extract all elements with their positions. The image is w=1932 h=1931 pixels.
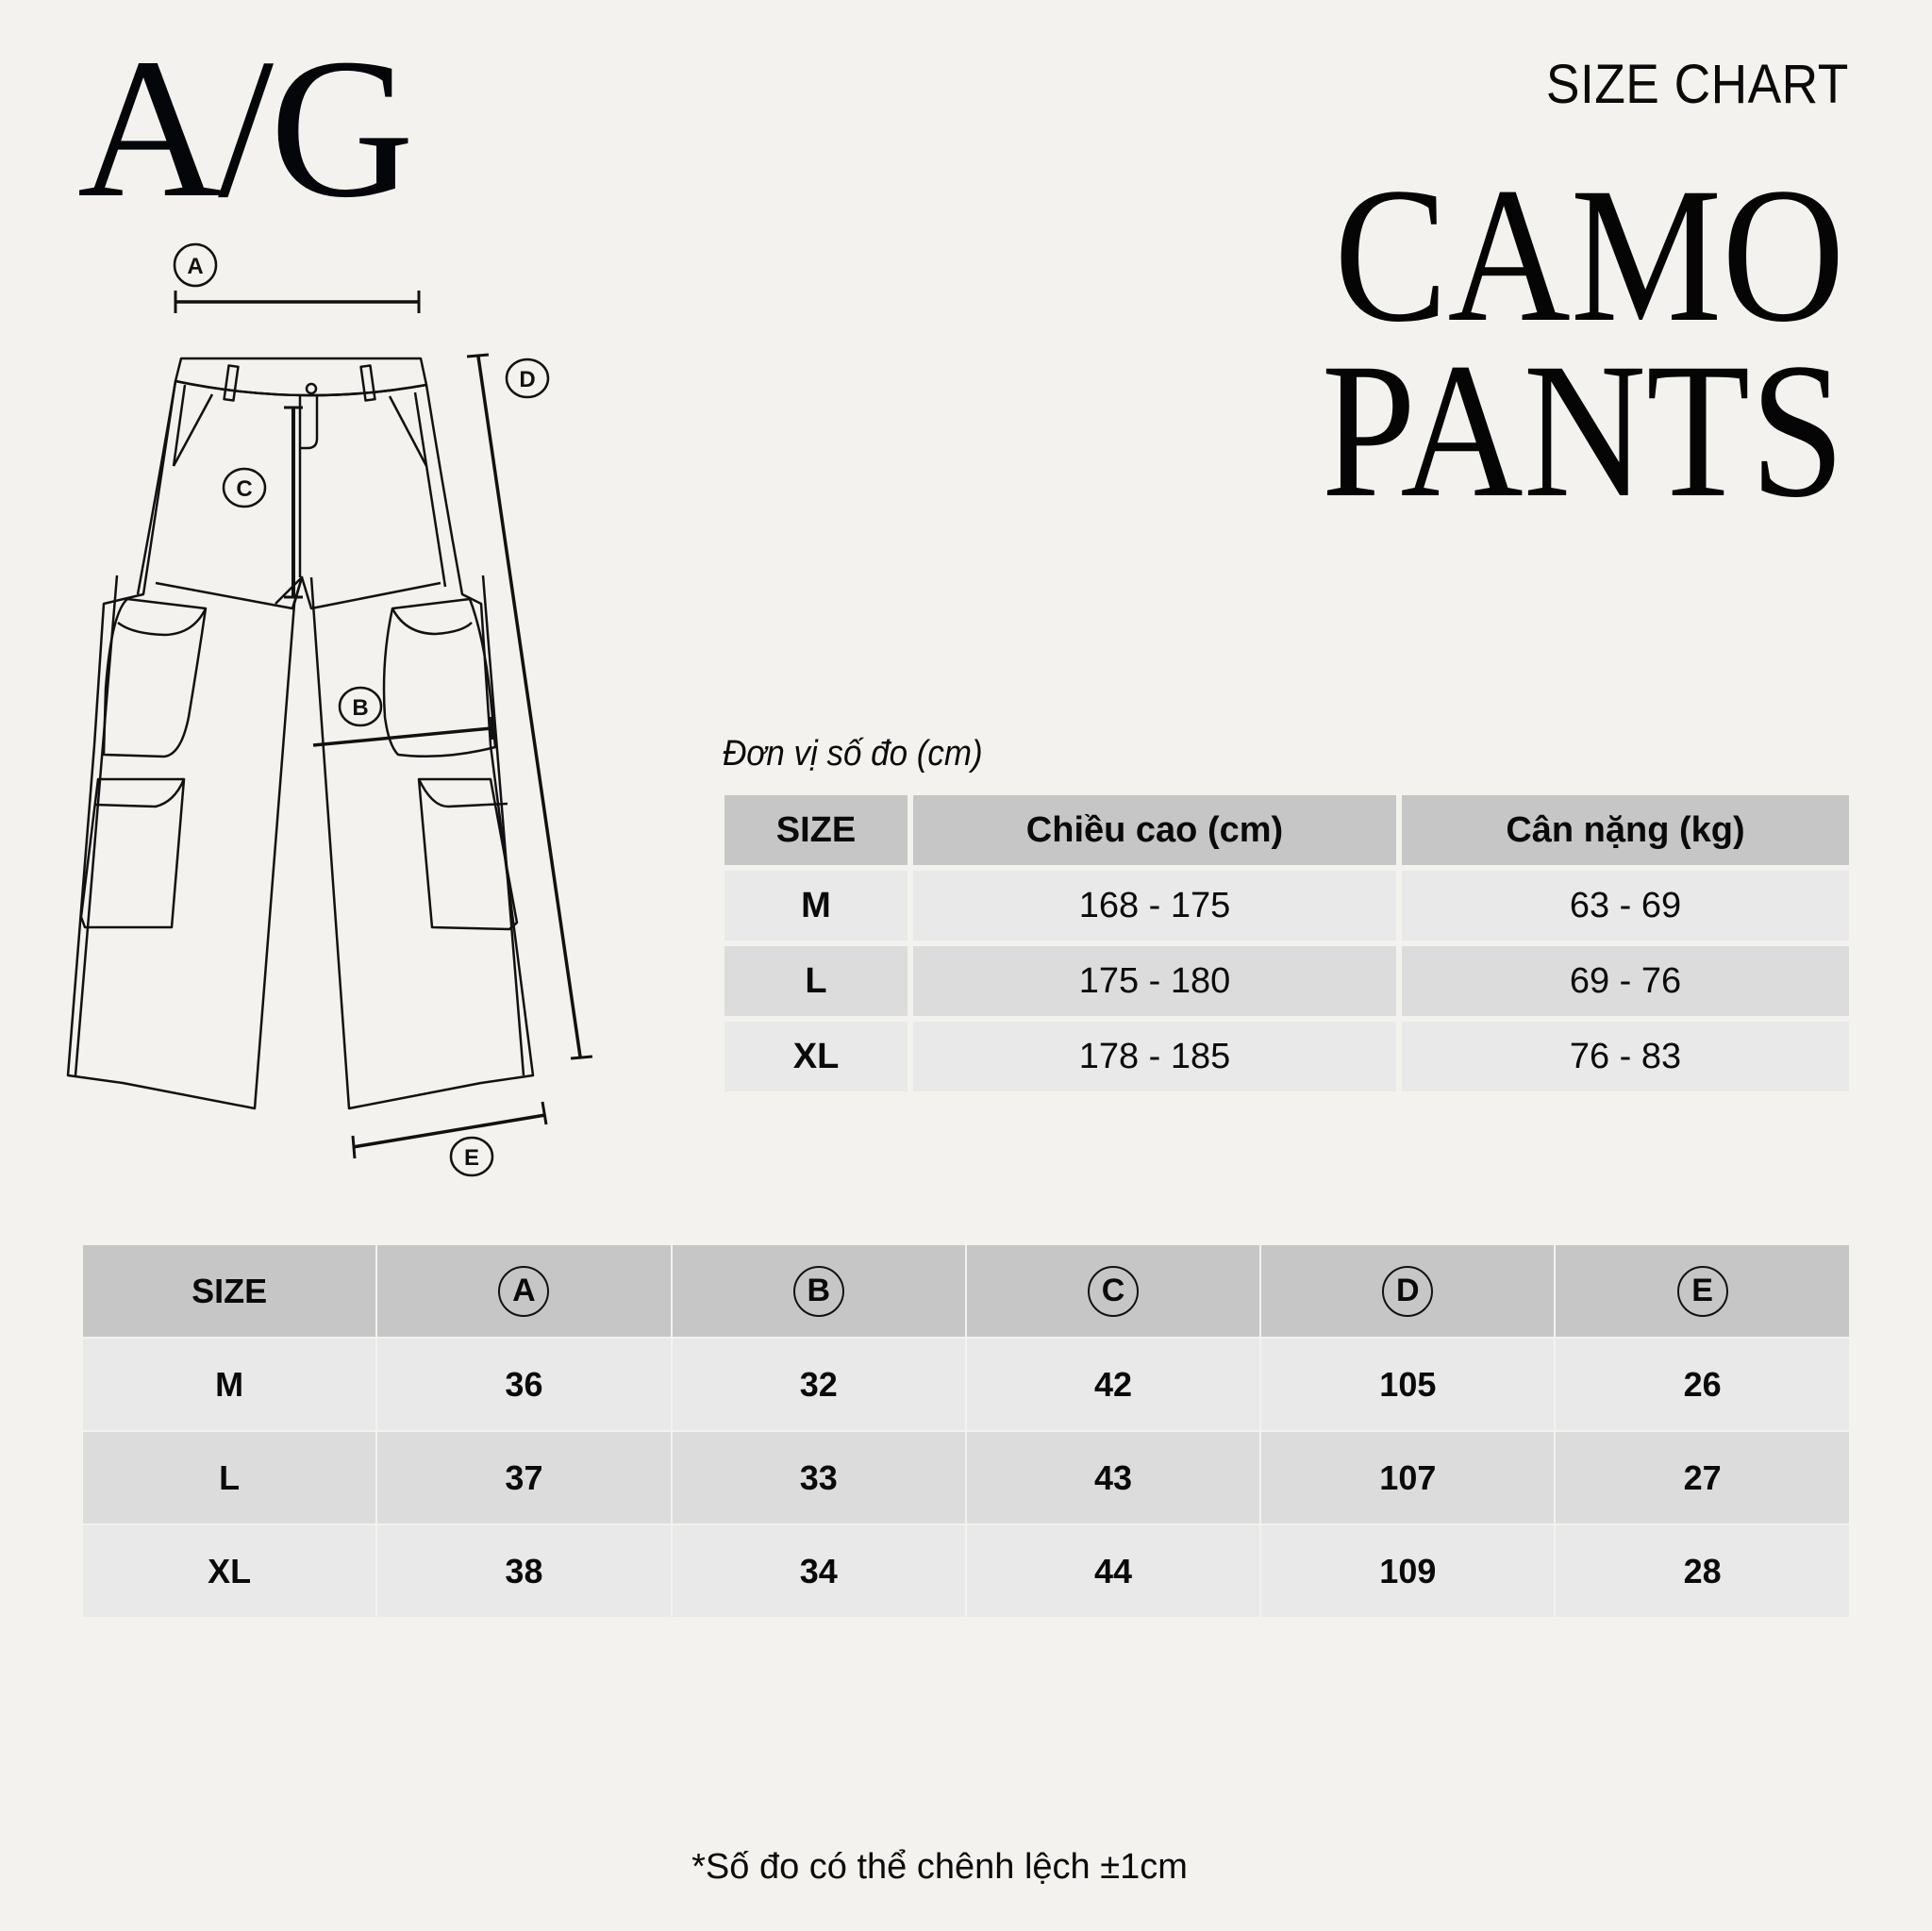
size-cell: L [83,1432,375,1523]
d-cell: 105 [1261,1339,1554,1430]
d-cell: 107 [1261,1432,1554,1523]
svg-text:B: B [352,695,369,721]
height-cell: 178 - 185 [913,1022,1396,1091]
e-cell: 26 [1556,1339,1848,1430]
a-cell: 38 [377,1525,670,1617]
c-cell: 42 [967,1339,1259,1430]
marker-c-icon: C [1088,1266,1139,1317]
weight-cell: 63 - 69 [1402,871,1849,941]
table-row [724,1022,1849,1091]
pants-diagram [57,236,623,1179]
weight-cell: 69 - 76 [1402,946,1849,1016]
table-row [83,1339,1849,1430]
marker-d-icon [507,359,548,397]
marker-e-icon [451,1138,492,1175]
a-cell: 36 [377,1339,670,1430]
table-row [724,871,1849,941]
b-cell: 33 [673,1432,965,1523]
header-b [673,1245,965,1337]
size-cell: XL [724,1022,908,1091]
brand-logo: A/G [77,17,411,239]
body-fit-table [724,795,1849,1097]
e-cell: 28 [1556,1525,1848,1617]
c-cell: 43 [967,1432,1259,1523]
title-line-1: CAMO [1334,148,1845,362]
size-cell: M [83,1339,375,1430]
header-size: SIZE [724,795,908,865]
e-cell: 27 [1556,1432,1848,1523]
table-row [83,1525,1849,1617]
table-header-row [83,1245,1849,1337]
marker-e-icon: E [1677,1266,1728,1317]
height-cell: 168 - 175 [913,871,1396,941]
d-cell: 109 [1261,1525,1554,1617]
svg-text:E: E [463,1145,480,1171]
measurement-table [83,1245,1849,1619]
table-row [724,946,1849,1016]
weight-cell: 76 - 83 [1402,1022,1849,1091]
table-row [83,1432,1849,1523]
header-c [967,1245,1259,1337]
marker-b-icon: B [793,1266,844,1317]
a-cell: 37 [377,1432,670,1523]
header-size: SIZE [83,1245,375,1337]
table-header-row [724,795,1849,865]
marker-d-icon: D [1382,1266,1433,1317]
product-title [1322,148,1845,538]
marker-a-icon: A [498,1266,549,1317]
footnote: *Số đo có thể chênh lệch ±1cm [691,1847,1188,1887]
header-weight: Cân nặng (kg) [1402,795,1849,865]
c-cell: 44 [967,1525,1259,1617]
b-cell: 32 [673,1339,965,1430]
svg-text:C: C [236,476,253,502]
svg-text:A: A [187,254,204,279]
size-chart-label: SIZE CHART [1546,54,1849,115]
marker-b-icon [340,688,381,725]
title-line-2: PANTS [1322,324,1845,538]
size-cell: XL [83,1525,375,1617]
svg-text:D: D [519,367,536,392]
header-d [1261,1245,1554,1337]
b-cell: 34 [673,1525,965,1617]
size-cell: M [724,871,908,941]
marker-a-icon [175,244,216,286]
marker-c-icon [224,469,265,507]
size-cell: L [724,946,908,1016]
height-cell: 175 - 180 [913,946,1396,1016]
header-height: Chiều cao (cm) [913,795,1396,865]
header-a [377,1245,670,1337]
unit-caption: Đơn vị số đo (cm) [723,734,983,774]
header-e [1556,1245,1848,1337]
